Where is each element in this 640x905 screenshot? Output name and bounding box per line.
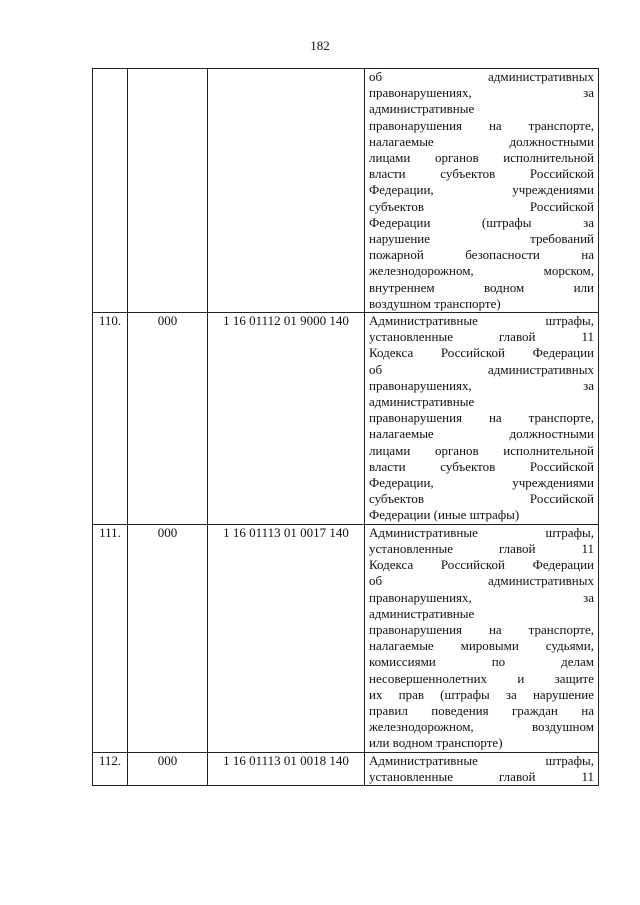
table-row bbox=[93, 69, 599, 313]
description-line: Административные штрафы, bbox=[369, 752, 594, 768]
description-line: нарушение требований bbox=[369, 231, 594, 247]
description-line: об административных bbox=[369, 573, 594, 589]
description-line: установленные главой 11 bbox=[369, 540, 594, 556]
description-line: административные bbox=[369, 101, 475, 117]
description-line: правил поведения граждан на bbox=[369, 702, 594, 718]
description-line: административные bbox=[369, 605, 475, 621]
description-line: власти субъектов Российской bbox=[369, 458, 594, 474]
description-cell bbox=[365, 752, 599, 785]
admin-code-cell: 000 bbox=[128, 313, 208, 525]
description-line: налагаемые должностными bbox=[369, 133, 594, 149]
table-row bbox=[93, 313, 599, 525]
row-number-cell: 112. bbox=[93, 752, 128, 785]
description-line: комиссиями по делам bbox=[369, 654, 594, 670]
admin-code-cell bbox=[128, 69, 208, 313]
description-line: установленные главой 11 bbox=[369, 329, 594, 345]
description-cell bbox=[365, 69, 599, 313]
table-row bbox=[93, 752, 599, 785]
kbk-code-cell bbox=[208, 69, 365, 313]
admin-code-cell: 000 bbox=[128, 524, 208, 752]
description-line: об административных bbox=[369, 361, 594, 377]
description-line: или водном транспорте) bbox=[369, 735, 503, 751]
description-line: Кодекса Российской Федерации bbox=[369, 345, 594, 361]
row-number-cell: 110. bbox=[93, 313, 128, 525]
row-number-cell bbox=[93, 69, 128, 313]
description-line: лицами органов исполнительной bbox=[369, 442, 594, 458]
description-line: правонарушения на транспорте, bbox=[369, 410, 594, 426]
description-line: Федерации, учреждениями bbox=[369, 475, 594, 491]
description-line: налагаемые мировыми судьями, bbox=[369, 638, 594, 654]
description-line: лицами органов исполнительной bbox=[369, 150, 594, 166]
kbk-code-cell: 1 16 01112 01 9000 140 bbox=[208, 313, 365, 525]
description-line: правонарушениях, за bbox=[369, 377, 594, 393]
description-line: субъектов Российской bbox=[369, 491, 594, 507]
description-line: об административных bbox=[369, 69, 594, 84]
description-line: Административные штрафы, bbox=[369, 313, 594, 329]
table-row bbox=[93, 524, 599, 752]
description-line: правонарушениях, за bbox=[369, 589, 594, 605]
description-line: внутреннем водном или bbox=[369, 279, 594, 295]
description-line: налагаемые должностными bbox=[369, 426, 594, 442]
description-line: субъектов Российской bbox=[369, 198, 594, 214]
admin-code-cell: 000 bbox=[128, 752, 208, 785]
description-line: железнодорожном, морском, bbox=[369, 263, 594, 279]
description-line: Федерации (иные штрафы) bbox=[369, 507, 520, 523]
description-line: установленные главой 11 bbox=[369, 768, 594, 784]
description-line: власти субъектов Российской bbox=[369, 166, 594, 182]
description-cell bbox=[365, 524, 599, 752]
kbk-code-cell: 1 16 01113 01 0018 140 bbox=[208, 752, 365, 785]
description-line: Федерации, учреждениями bbox=[369, 182, 594, 198]
description-line: пожарной безопасности на bbox=[369, 247, 594, 263]
kbk-table bbox=[92, 68, 599, 786]
description-line: Кодекса Российской Федерации bbox=[369, 557, 594, 573]
description-line: Административные штрафы, bbox=[369, 524, 594, 540]
description-line: правонарушениях, за bbox=[369, 85, 594, 101]
description-line: правонарушения на транспорте, bbox=[369, 621, 594, 637]
description-line: административные bbox=[369, 394, 475, 410]
kbk-code-cell: 1 16 01113 01 0017 140 bbox=[208, 524, 365, 752]
row-number-cell: 111. bbox=[93, 524, 128, 752]
description-line: их прав (штрафы за нарушение bbox=[369, 686, 594, 702]
description-line: железнодорожном, воздушном bbox=[369, 719, 594, 735]
page-number: 182 bbox=[310, 38, 330, 53]
description-line: правонарушения на транспорте, bbox=[369, 117, 594, 133]
description-line: Федерации (штрафы за bbox=[369, 214, 594, 230]
description-cell bbox=[365, 313, 599, 525]
description-line: воздушном транспорте) bbox=[369, 295, 501, 311]
description-line: несовершеннолетних и защите bbox=[369, 670, 594, 686]
